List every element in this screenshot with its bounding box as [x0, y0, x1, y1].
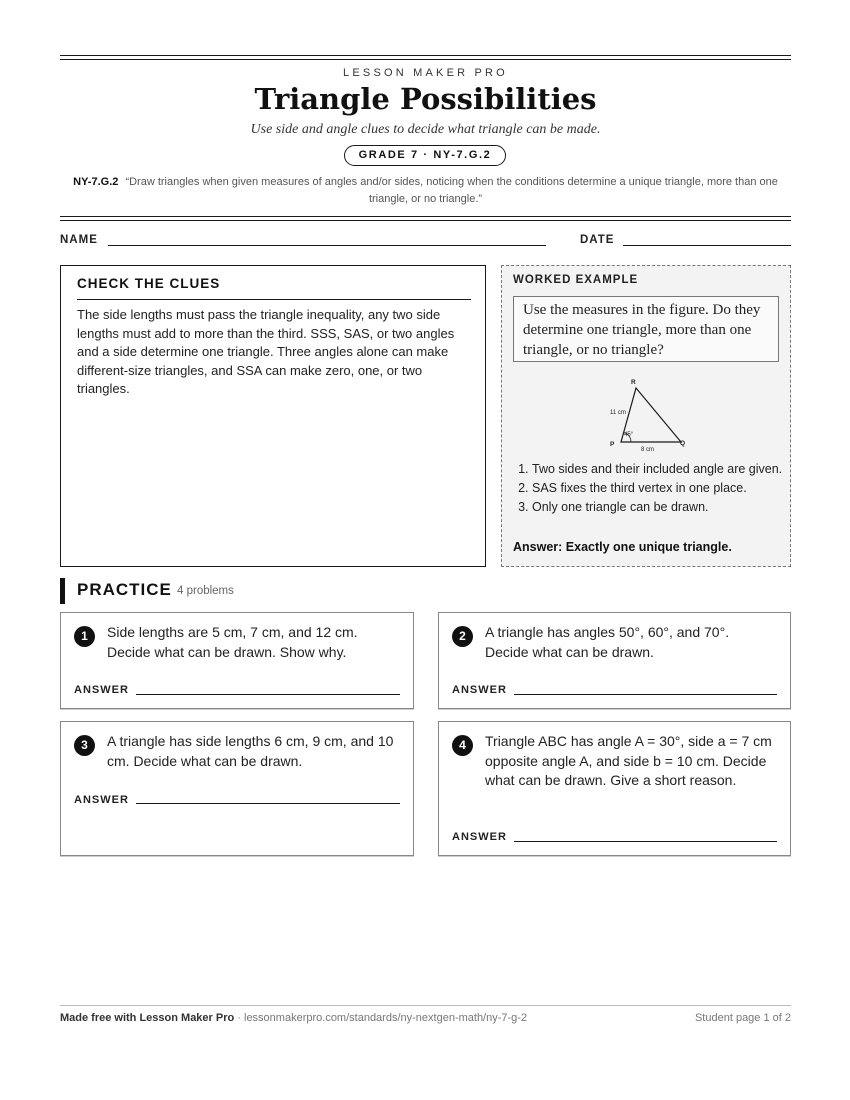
- footer-made-with: Made free with Lesson Maker Pro: [60, 1012, 235, 1024]
- date-field[interactable]: [623, 245, 791, 246]
- worked-step: 1. Two sides and their included angle are given.: [532, 460, 802, 479]
- answer-label: ANSWER: [452, 831, 507, 843]
- name-field[interactable]: [108, 245, 546, 246]
- footer-separator: ·: [234, 1012, 244, 1024]
- standard-text: “Draw triangles when given measures of angles and/or sides, noticing when the conditions determine a unique triangle, more than one triangle, or no triangle.”: [125, 176, 778, 205]
- page-title: Triangle Possibilities: [254, 82, 597, 116]
- worked-example-steps: [513, 460, 802, 517]
- brand-label: LESSON MAKER PRO: [343, 67, 508, 79]
- angle-p-label: 45°: [624, 432, 634, 438]
- problem-card-1: [60, 612, 414, 709]
- problem-text: A triangle has angles 50°, 60°, and 70°. Decide what can be drawn.: [485, 624, 730, 660]
- page-subtitle: Use side and angle clues to decide what triangle can be made.: [250, 122, 601, 137]
- check-clues-title: CHECK THE CLUES: [77, 276, 221, 291]
- vertex-r-label: R: [631, 379, 636, 386]
- date-label: DATE: [580, 234, 615, 246]
- footer-rule: [60, 1005, 791, 1006]
- side-pq-label: 8 cm: [641, 447, 655, 452]
- vertex-q-label: Q: [680, 440, 686, 447]
- problem-card-2: [438, 612, 791, 709]
- header-rule: [60, 59, 791, 60]
- name-label: NAME: [60, 234, 98, 246]
- header-rule: [60, 216, 791, 217]
- practice-count: 4 problems: [177, 585, 234, 597]
- answer-label: ANSWER: [74, 794, 129, 806]
- footer-page-info: Student page 1 of 2: [694, 1012, 791, 1024]
- standard-description: [70, 174, 781, 208]
- worked-example-question: Use the measures in the figure. Do they determine one triangle, more than one triangle, or no triangle?: [513, 296, 779, 362]
- grade-badge: GRADE 7 · NY-7.G.2: [344, 145, 506, 166]
- answer-field[interactable]: [136, 694, 400, 695]
- problem-number-badge: 3: [74, 735, 95, 756]
- check-clues-text: The side lengths must pass the triangle inequality, any two side lengths must add to more than the third. SSS, SAS, or two angles and a side determine one triangle. Three angles alone can make different-size triangles, and SSA can make zero, one, or two triangles.: [77, 307, 455, 396]
- answer-field[interactable]: [136, 803, 400, 804]
- header-rule: [60, 55, 791, 56]
- worked-example-title: WORKED EXAMPLE: [513, 274, 639, 286]
- check-clues-rule: [77, 299, 471, 300]
- problem-text: Side lengths are 5 cm, 7 cm, and 12 cm. Decide what can be drawn. Show why.: [107, 624, 358, 660]
- problem-number-badge: 1: [74, 626, 95, 647]
- worked-example-answer: Answer: Exactly one unique triangle.: [513, 540, 732, 554]
- problem-card-4: [438, 721, 791, 856]
- answer-label: ANSWER: [452, 684, 507, 696]
- triangle-figure: [607, 374, 697, 452]
- practice-accent-bar: [60, 578, 65, 604]
- vertex-p-label: P: [610, 441, 615, 448]
- header-rule: [60, 220, 791, 221]
- worked-step: 3. Only one triangle can be drawn.: [532, 498, 802, 517]
- worked-example-panel: [501, 265, 791, 567]
- problem-text: Triangle ABC has angle A = 30°, side a = 7 cm opposite angle A, and side b = 10 cm. Decide what can be drawn. Give a short reason.: [485, 733, 772, 788]
- answer-label: ANSWER: [74, 684, 129, 696]
- footer-url-link[interactable]: lessonmakerpro.com/standards/ny-nextgen-math/ny-7-g-2: [244, 1012, 528, 1024]
- check-clues-panel: [60, 265, 486, 567]
- practice-title: PRACTICE: [77, 580, 172, 599]
- problem-number-badge: 2: [452, 626, 473, 647]
- problem-text: A triangle has side lengths 6 cm, 9 cm, and 10 cm. Decide what can be drawn.: [107, 733, 394, 769]
- problem-card-3: [60, 721, 414, 856]
- worked-step: 2. SAS fixes the third vertex in one place.: [532, 479, 802, 498]
- side-pr-label: 11 cm: [610, 410, 626, 416]
- answer-field[interactable]: [514, 841, 777, 842]
- answer-field[interactable]: [514, 694, 777, 695]
- footer-credit: [60, 1012, 527, 1024]
- standard-code: NY-7.G.2: [73, 176, 119, 188]
- problem-number-badge: 4: [452, 735, 473, 756]
